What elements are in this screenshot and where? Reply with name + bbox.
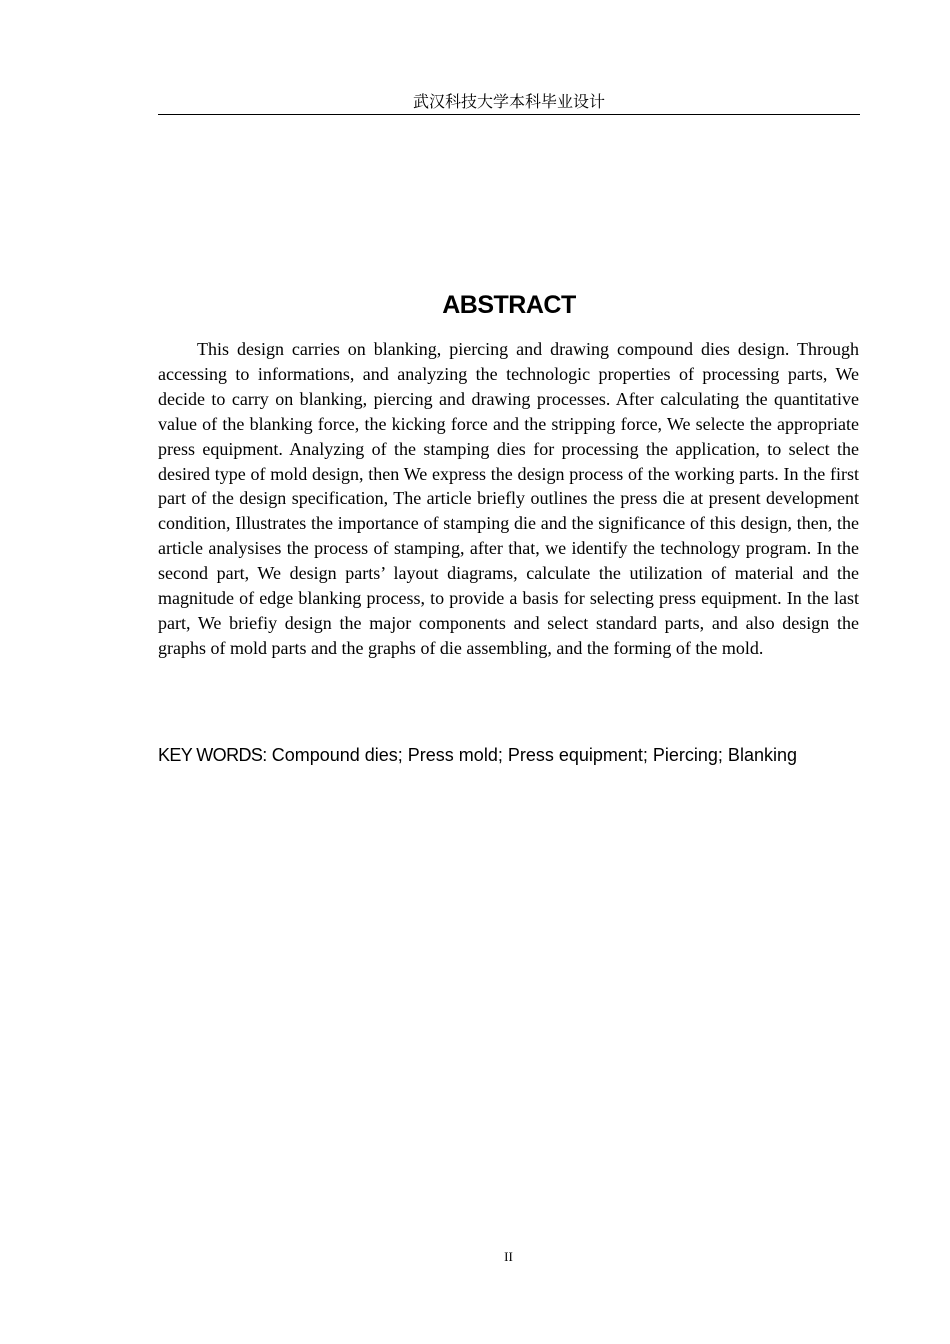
abstract-body: This design carries on blanking, piercing and drawing compound dies design. Through accessing to informations, and analyzing the technologic properties of processing parts, We decide to carry on blanking, piercing and drawing processes. After calculating the quantitative value of the blanking force, the kicking force and the stripping force, We selecte the appropriate press equipment. Analyzing of the stamping dies for processing the application, to select the desired type of mold design, then We express the design process of the working parts. In the first part of the design specification, The article briefly outlines the press die at present development condition, Illustrates the importance of stamping die and the significance of this design, then, the article analysises the process of stamping, after that, we identify the technology program. In the second part, We design parts’ layout diagrams, calculate the utilization of material and the magnitude of edge blanking process, to provide a basis for selecting press equipment. In the last part, We briefiy design the major components and select standard parts, and also design the graphs of mold parts and the graphs of die assembling, and the forming of the mold. [158,339,859,658]
keywords-line [158,743,918,767]
keywords-value: Compound dies; Press mold; Press equipment; Piercing; Blanking [271,745,797,765]
abstract-title: ABSTRACT [442,291,576,319]
page-number: II [504,1249,513,1264]
keywords-label: KEY WORDS: [158,745,267,765]
header-institution-title: 武汉科技大学本科毕业设计 [412,92,605,111]
page-header [158,90,860,115]
